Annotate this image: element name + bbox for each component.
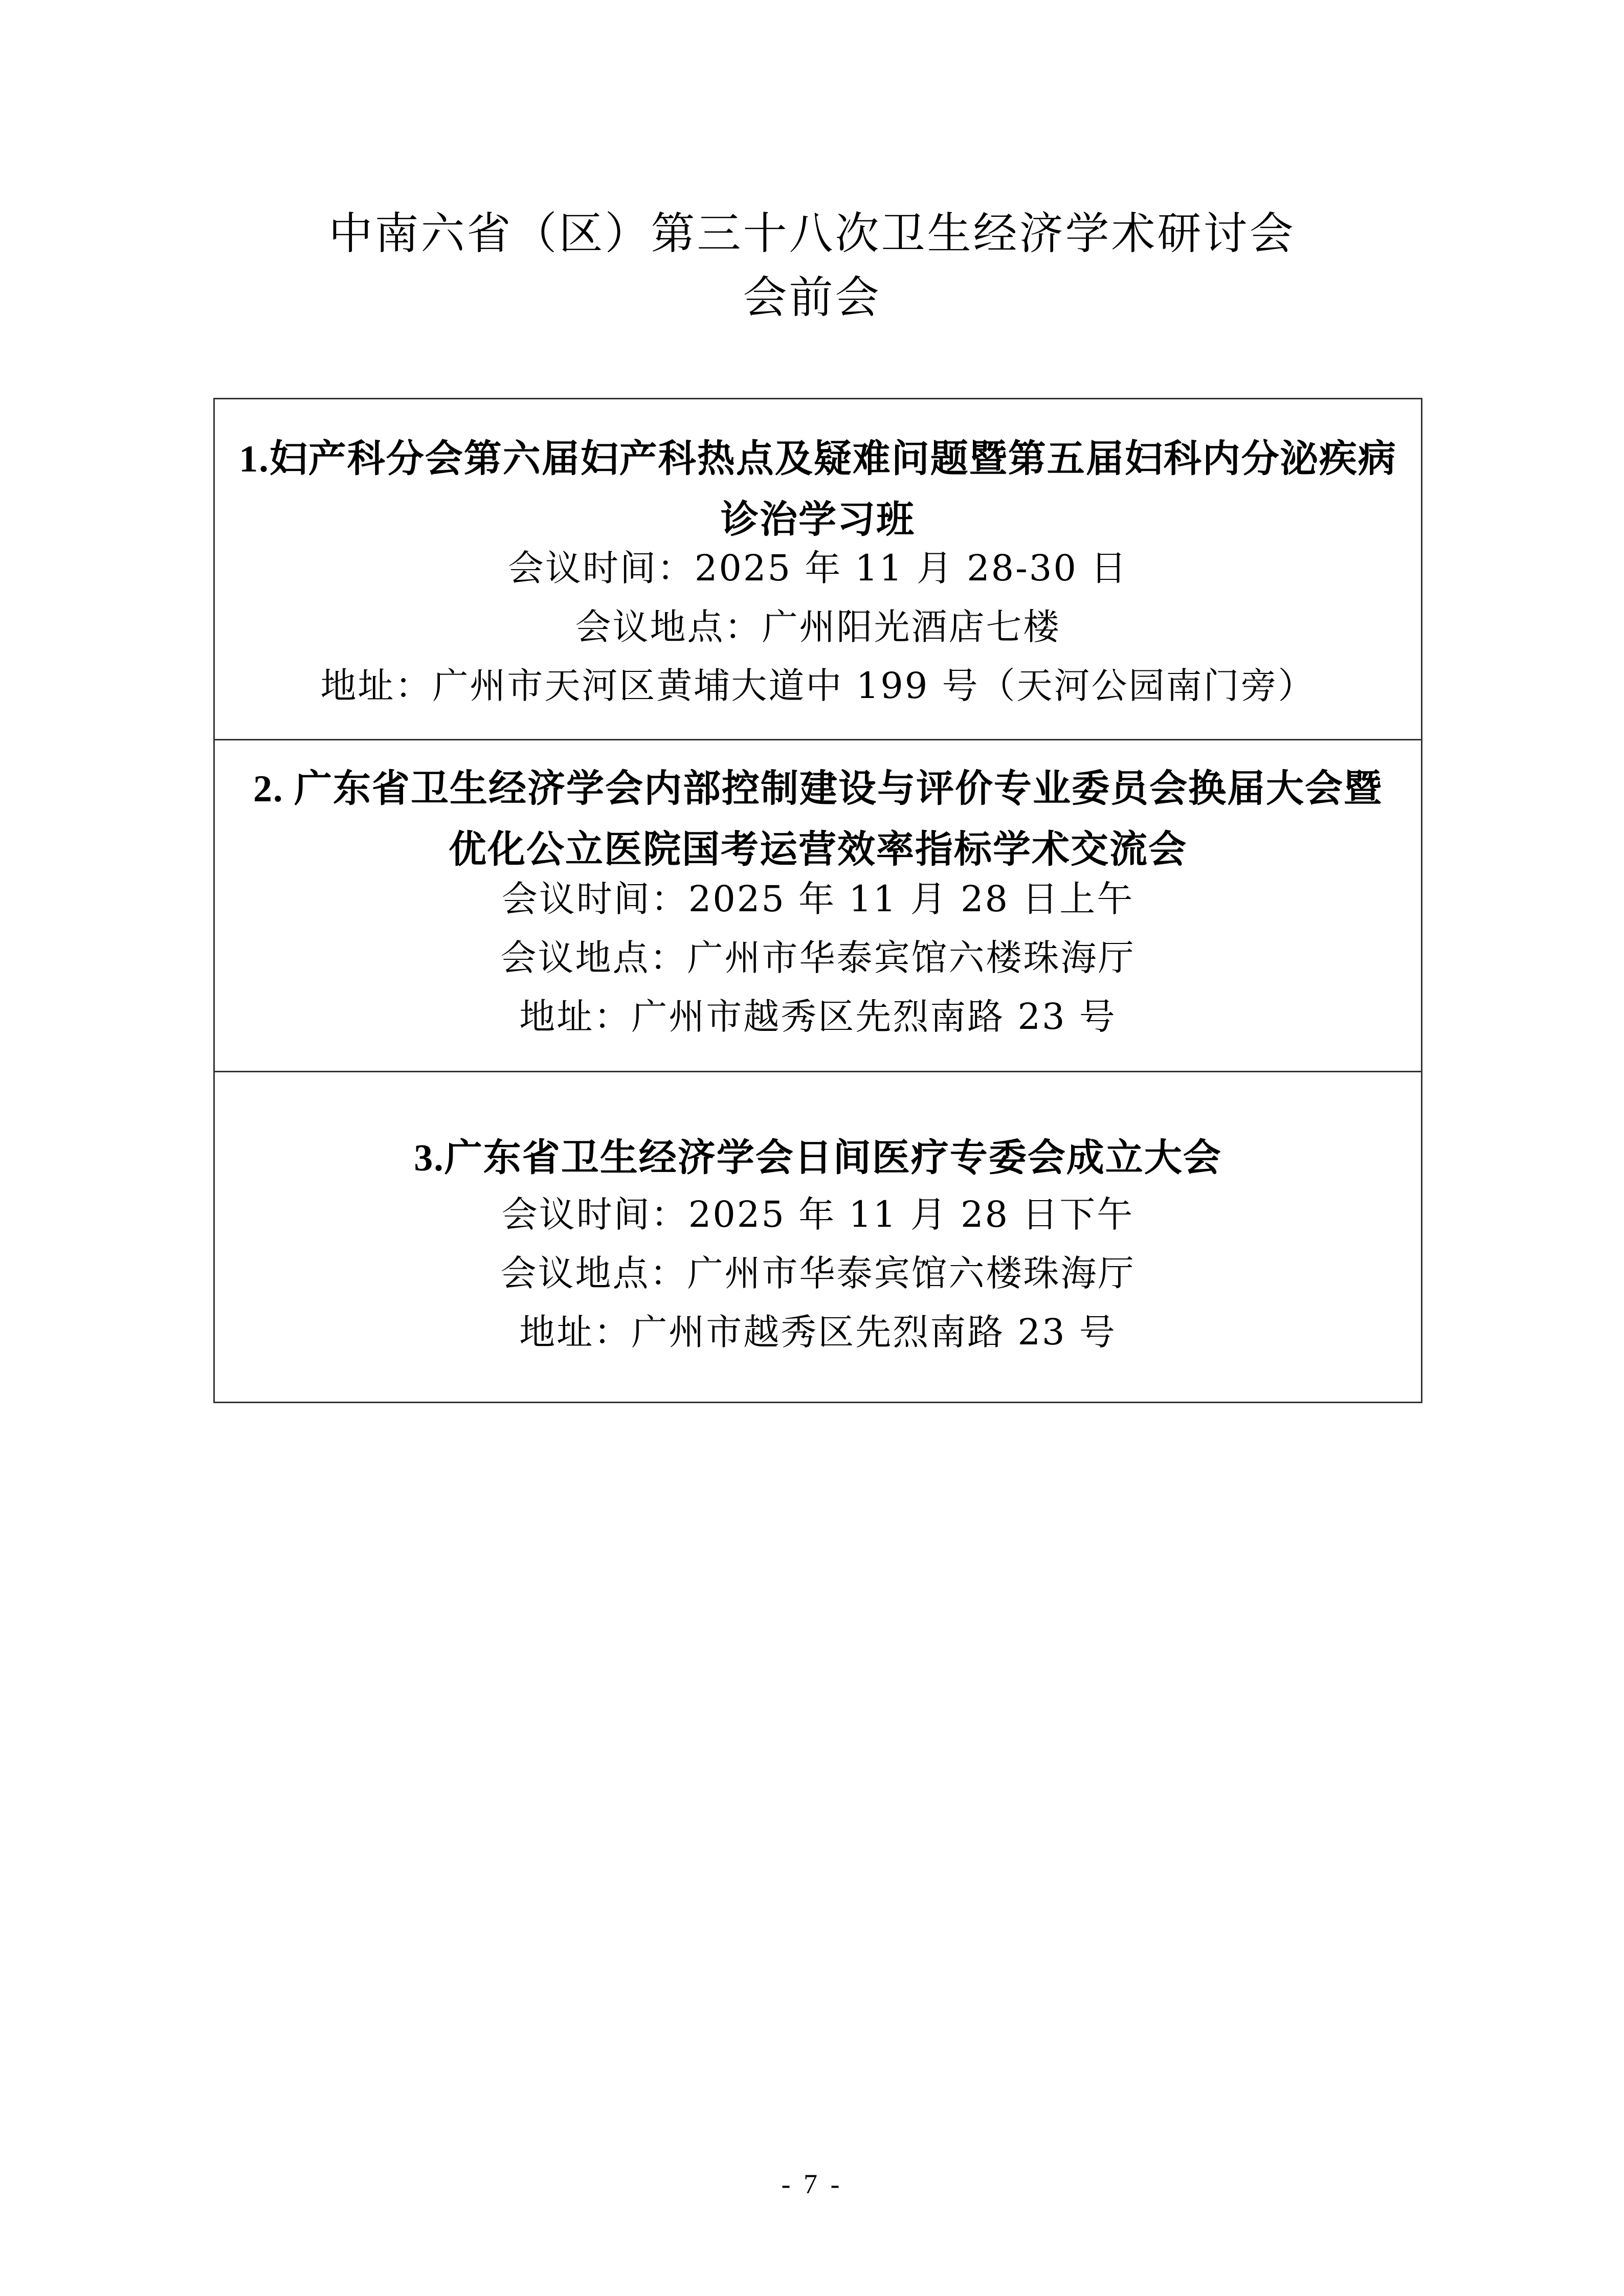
session-time: 会议时间：2025 年 11 月 28 日上午 (501, 878, 1134, 920)
session-address: 地址：广州市越秀区先烈南路 23 号 (519, 1311, 1117, 1353)
document-header (0, 202, 1624, 330)
session-title-text: 广东省卫生经济学会日间医疗专委会成立大会 (444, 1136, 1222, 1180)
session-number: 1. (239, 438, 270, 480)
session-venue: 会议地点：广州阳光酒店七楼 (575, 606, 1061, 648)
session-venue: 会议地点：广州市华泰宾馆六楼珠海厅 (500, 937, 1136, 979)
session-number: 3. (414, 1137, 444, 1179)
session-cell-1 (214, 399, 1422, 740)
session-number: 2. (253, 768, 294, 810)
page-subtitle: 会前会 (743, 272, 881, 323)
session-time: 会议时间：2025 年 11 月 28 日下午 (501, 1194, 1134, 1235)
session-address: 地址：广州市天河区黄埔大道中 199 号（天河公园南门旁） (320, 665, 1316, 707)
session-cell-3 (214, 1072, 1422, 1403)
session-time: 会议时间：2025 年 11 月 28-30 日 (507, 547, 1128, 589)
page-title: 中南六省（区）第三十八次卫生经济学术研讨会 (328, 208, 1296, 259)
page-number: - 7 - (781, 2169, 843, 2199)
session-cell-2 (214, 740, 1422, 1072)
session-title (235, 1128, 1400, 1188)
session-venue: 会议地点：广州市华泰宾馆六楼珠海厅 (500, 1252, 1136, 1294)
session-row (214, 399, 1422, 740)
session-title (235, 429, 1400, 550)
session-title-text: 妇产科分会第六届妇产科热点及疑难问题暨第五届妇科内分泌疾病诊治学习班 (269, 437, 1397, 542)
session-title (235, 758, 1400, 880)
session-title-text: 广东省卫生经济学会内部控制建设与评价专业委员会换届大会暨优化公立医院国考运营效率指标学术交流会 (294, 767, 1383, 871)
sessions-table (213, 398, 1422, 1403)
session-row (214, 740, 1422, 1072)
session-row (214, 1072, 1422, 1403)
session-address: 地址：广州市越秀区先烈南路 23 号 (519, 996, 1117, 1038)
